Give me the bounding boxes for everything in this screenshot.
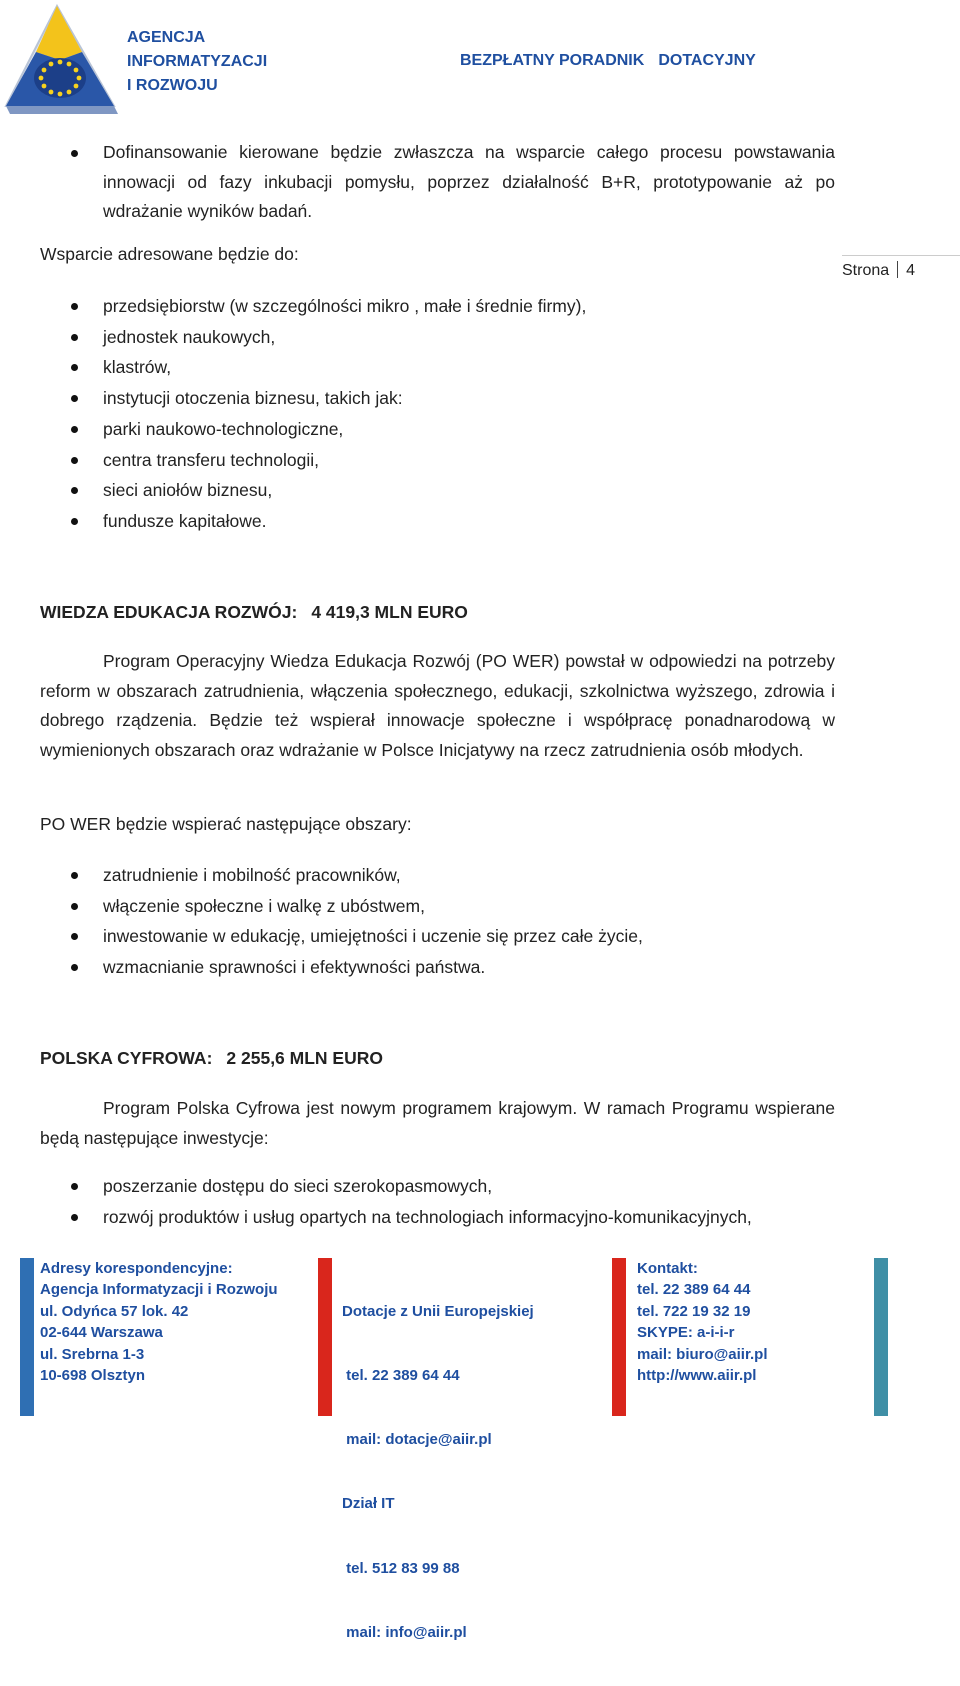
wer-paragraph: Program Operacyjny Wiedza Edukacja Rozwój (PO WER) powstał w odpowiedzi na potrzeby reform w obszarach zatrudnienia, włączenia społecznego, edukacji, szkolnictwa wyższego, zdrowia i dobrego rządzenia. Będzie też wspierał innowacje społeczne i współpracę ponadnarodową w wymienionych obszarach oraz wdrażanie w Polsce Inicjatywy na rzecz zatrudnienia osób młodych.: [40, 651, 835, 760]
section-title: POLSKA CYFROWA:: [40, 1048, 213, 1068]
footer-bar-red: [612, 1258, 626, 1416]
list-item-text: instytucji otoczenia biznesu, takich jak:: [103, 388, 403, 409]
header-title-part: DOTACYJNY: [658, 52, 756, 69]
footer-line: mail: info@aiir.pl: [342, 1623, 467, 1641]
footer-line: Dotacje z Unii Europejskiej: [342, 1302, 534, 1320]
bullet-icon: [71, 457, 78, 464]
section-title: WIEDZA EDUKACJA ROZWÓJ:: [40, 602, 298, 622]
list-item: [40, 891, 835, 922]
list-item: [40, 506, 835, 537]
wer-areas-list: [40, 860, 835, 983]
header-title: [460, 50, 756, 72]
footer-bar-teal: [874, 1258, 888, 1416]
footer-bar-red: [318, 1258, 332, 1416]
wer-areas-heading: PO WER będzie wspierać następujące obszary:: [40, 814, 412, 834]
list-item-text: wzmacnianie sprawności i efektywności państwa.: [103, 957, 486, 978]
list-item: [40, 414, 835, 445]
footer-line: mail: biuro@aiir.pl: [637, 1345, 768, 1363]
footer-departments: [342, 1258, 534, 1686]
footer-bar-blue: [20, 1258, 34, 1416]
bullet-icon: [71, 303, 78, 310]
pc-items-list: [40, 1171, 835, 1232]
footer-contact: [637, 1258, 767, 1386]
bullet-icon: [71, 426, 78, 433]
list-item-text: inwestowanie w edukację, umiejętności i uczenie się przez całe życie,: [103, 926, 643, 947]
footer-line: ul. Odyńca 57 lok. 42: [40, 1302, 189, 1320]
list-item-text: zatrudnienie i mobilność pracowników,: [103, 865, 401, 885]
support-list: [40, 291, 835, 537]
footer-addresses: [40, 1258, 278, 1386]
page-number: 4: [906, 262, 916, 279]
agency-name-line: I ROZWOJU: [127, 77, 218, 94]
footer-line: tel. 722 19 32 19: [637, 1302, 751, 1320]
bullet-icon: [71, 903, 78, 910]
agency-name: [127, 26, 267, 98]
list-item: [40, 383, 835, 414]
page-word: Strona: [842, 262, 890, 279]
list-item: [40, 291, 835, 322]
list-item-text: włączenie społeczne i walkę z ubóstwem,: [103, 895, 425, 916]
pc-items-wrapper: [40, 1171, 835, 1232]
list-item-text: centra transferu technologii,: [103, 449, 319, 470]
section-amount: 2 255,6 MLN EURO: [226, 1048, 383, 1068]
section-amount: 4 419,3 MLN EURO: [311, 602, 468, 622]
header-title-part: BEZPŁATNY PORADNIK: [460, 52, 645, 69]
list-item: [40, 322, 835, 353]
wer-heading: [40, 602, 835, 623]
list-item-text: rozwój produktów i usług opartych na technologiach informacyjno-komunikacyjnych,: [103, 1206, 752, 1227]
footer: [0, 1258, 960, 1641]
list-item: [40, 1171, 835, 1202]
list-item: [40, 952, 835, 983]
support-heading: Wsparcie adresowane będzie do:: [40, 244, 299, 264]
support-list-wrapper: [40, 291, 835, 537]
footer-line: Adresy korespondencyjne:: [40, 1260, 233, 1277]
page-separator: [897, 261, 898, 278]
bullet-icon: [71, 487, 78, 494]
page-number-label: [842, 255, 960, 280]
list-item: [40, 138, 835, 227]
bullet-icon: [71, 933, 78, 940]
list-item-text: parki naukowo-technologiczne,: [103, 418, 344, 439]
intro-section: [40, 138, 835, 227]
agency-name-line: INFORMATYZACJI: [127, 53, 268, 70]
bullet-icon: [71, 964, 78, 971]
footer-line: ul. Srebrna 1-3: [40, 1345, 145, 1363]
footer-line: tel. 22 389 64 44: [637, 1281, 751, 1299]
footer-line: Dział IT: [342, 1495, 395, 1513]
footer-line: 10-698 Olsztyn: [40, 1367, 146, 1385]
intro-list: [40, 138, 835, 227]
agency-name-line: AGENCJA: [127, 29, 206, 46]
footer-line: mail: dotacje@aiir.pl: [342, 1431, 492, 1449]
list-item-text: przedsiębiorstw (w szczególności mikro , małe i średnie firmy),: [103, 296, 587, 316]
pc-paragraph: Program Polska Cyfrowa jest nowym programem krajowym. W ramach Programu wspierane będą następujące inwestycje:: [40, 1098, 835, 1148]
footer-line: SKYPE: a-i-i-r: [637, 1324, 735, 1342]
agency-logo: [2, 2, 120, 118]
wer-areas-wrapper: [40, 860, 835, 983]
list-item-text: Dofinansowanie kierowane będzie zwłaszcza na wsparcie całego procesu powstawania innowacji od fazy inkubacji pomysłu, poprzez działalność B+R, prototypowanie aż po wdrażanie wyników badań.: [103, 142, 835, 222]
bullet-icon: [71, 1214, 78, 1221]
list-item: [40, 352, 835, 383]
list-item: [40, 860, 835, 891]
footer-line: Agencja Informatyzacji i Rozwoju: [40, 1281, 278, 1299]
list-item-text: sieci aniołów biznesu,: [103, 480, 273, 501]
list-item: [40, 475, 835, 506]
bullet-icon: [71, 1183, 78, 1190]
list-item: [40, 921, 835, 952]
bullet-icon: [71, 334, 78, 341]
list-item-text: klastrów,: [103, 357, 172, 378]
list-item-text: jednostek naukowych,: [103, 326, 276, 347]
list-item: [40, 445, 835, 476]
footer-line: 02-644 Warszawa: [40, 1324, 163, 1342]
footer-link-website[interactable]: http://www.aiir.pl: [637, 1367, 757, 1385]
list-item-text: fundusze kapitałowe.: [103, 510, 267, 531]
footer-line: tel. 22 389 64 44: [342, 1367, 460, 1385]
pc-heading: [40, 1048, 835, 1069]
bullet-icon: [71, 364, 78, 371]
footer-line: tel. 512 83 99 88: [342, 1559, 460, 1577]
footer-line: Kontakt:: [637, 1260, 698, 1277]
list-item: [40, 1202, 835, 1233]
bullet-icon: [71, 872, 78, 879]
list-item-text: poszerzanie dostępu do sieci szerokopasmowych,: [103, 1176, 493, 1196]
bullet-icon: [71, 395, 78, 402]
bullet-icon: [71, 518, 78, 525]
bullet-icon: [71, 150, 78, 157]
